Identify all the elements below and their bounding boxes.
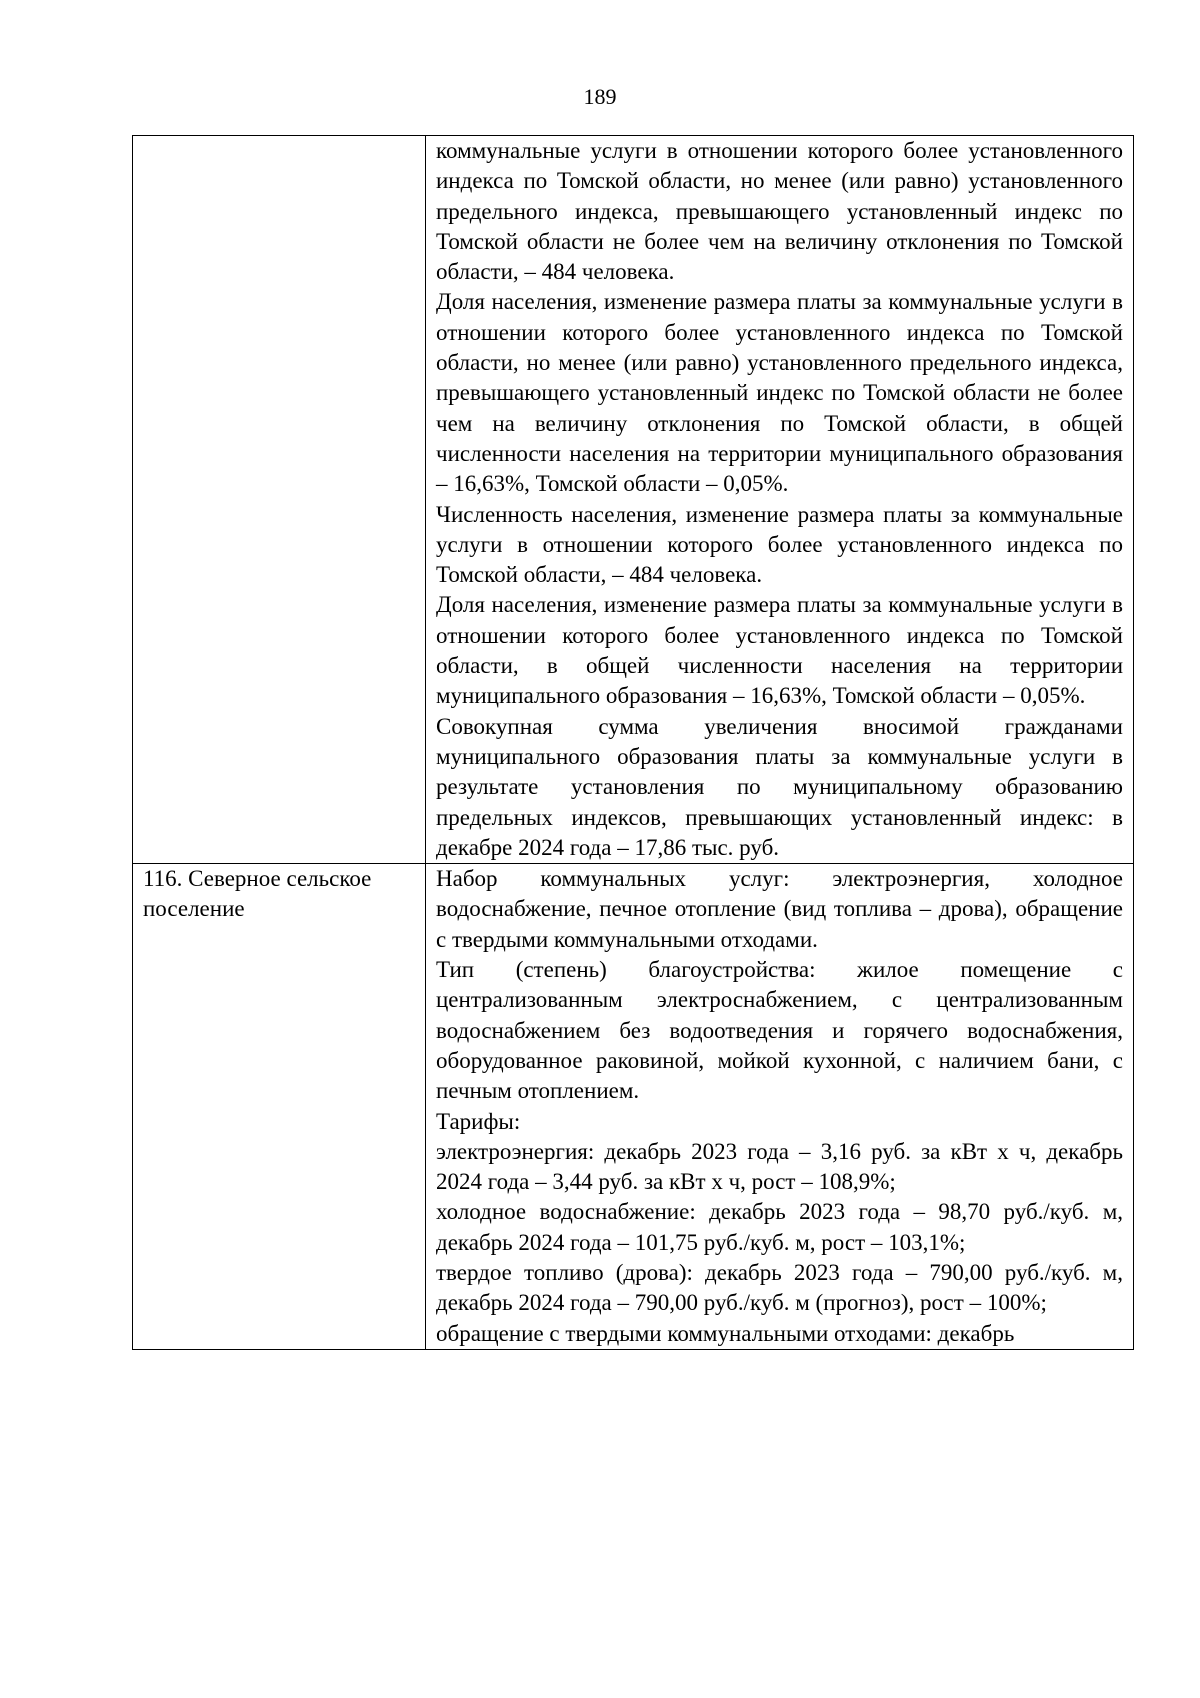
- table-row: [133, 864, 1134, 1350]
- paragraph: Набор коммунальных услуг: электроэнергия, холодное водоснабжение, печное отопление (вид топлива – дрова), обращение с твердыми коммунальными отходами.: [436, 866, 1123, 952]
- paragraph: коммунальные услуги в отношении которого более установленного индекса по Томской области, но менее (или равно) установленного предельного индекса, превышающего установленный индекс по Томской области не более чем на величину отклонения по Томской области, – 484 человека.: [436, 138, 1123, 285]
- paragraph: Совокупная сумма увеличения вносимой гражданами муниципального образования платы за коммунальные услуги в результате установления по муниципальному образованию предельных индексов, превышающих установленный индекс: в декабре 2024 года – 17,86 тыс. руб.: [436, 713, 1123, 860]
- paragraph: Тип (степень) благоустройства: жилое помещение с централизованным электроснабжением, с централизованным водоснабжением без водоотведения и горячего водоснабжения, оборудованное раковиной, мойкой кухонной, с наличием бани, с печным отоплением.: [436, 957, 1123, 1104]
- settlement-name-cell: [133, 136, 426, 864]
- table-row: [133, 136, 1134, 864]
- description-cell: [426, 864, 1134, 1350]
- page-number: 189: [583, 84, 617, 109]
- data-table: [132, 135, 1134, 1350]
- paragraph: Доля населения, изменение размера платы за коммунальные услуги в отношении которого более установленного индекса по Томской области, в общей численности населения на территории муниципального образования – 16,63%, Томской области – 0,05%.: [436, 592, 1123, 709]
- paragraph: Тарифы:: [436, 1108, 521, 1134]
- settlement-name-cell: 116. Северное сельское поселение: [133, 864, 426, 1350]
- paragraph: обращение с твердыми коммунальными отходами: декабрь: [436, 1320, 1015, 1346]
- description-cell: [426, 136, 1134, 864]
- paragraph: Доля населения, изменение размера платы за коммунальные услуги в отношении которого более установленного индекса по Томской области, но менее (или равно) установленного предельного индекса, превышающего установленный индекс по Томской области не более чем на величину отклонения по Томской области, в общей численности населения на территории муниципального образования – 16,63%, Томской области – 0,05%.: [436, 289, 1123, 497]
- paragraph: холодное водоснабжение: декабрь 2023 года – 98,70 руб./куб. м, декабрь 2024 года – 101,75 руб./куб. м, рост – 103,1%;: [436, 1199, 1123, 1255]
- paragraph: твердое топливо (дрова): декабрь 2023 года – 790,00 руб./куб. м, декабрь 2024 года – 790,00 руб./куб. м (прогноз), рост – 100%;: [436, 1259, 1123, 1316]
- paragraph: электроэнергия: декабрь 2023 года – 3,16 руб. за кВт х ч, декабрь 2024 года – 3,44 руб. за кВт х ч, рост – 108,9%;: [436, 1138, 1123, 1195]
- paragraph: Численность населения, изменение размера платы за коммунальные услуги в отношении которого более установленного индекса по Томской области, – 484 человека.: [436, 501, 1123, 588]
